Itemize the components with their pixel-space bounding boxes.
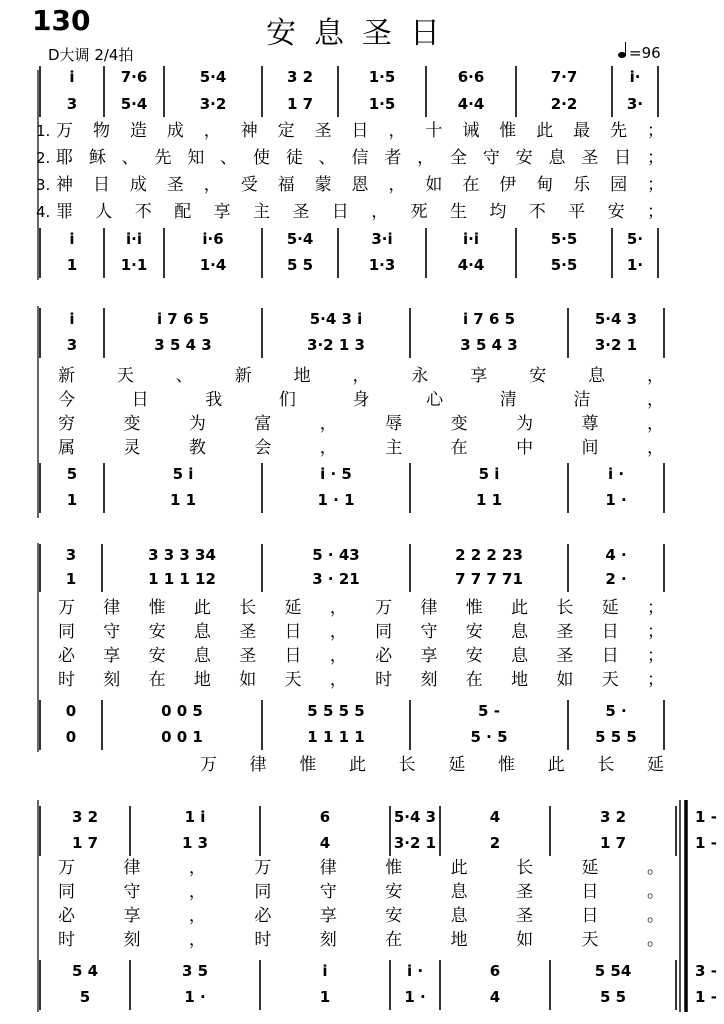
note-group: 3·2 (199, 95, 227, 113)
note-group: 6·6 (457, 68, 485, 86)
note-group: i · 5 (320, 465, 352, 483)
lyric-line: 同守安息圣日，同守安息圣日； (58, 622, 664, 642)
lyric-line: 新天、新地，永享安息， (58, 366, 664, 386)
note-group: 2·2 (550, 95, 578, 113)
note-group: i· (629, 68, 641, 86)
note-group: 1 (66, 256, 78, 274)
note-group: 1 (65, 570, 77, 588)
lyric-line: 万物造成，神定圣日，十诫惟此最先； (56, 121, 664, 141)
verse-number: 2. (36, 149, 51, 167)
lyric-line: 神日成圣，受福蒙恩，如在伊甸乐园； (56, 175, 664, 195)
note-group: 3 2 (599, 808, 627, 826)
note-group: 5 i (478, 465, 500, 483)
note-group: 3 (65, 546, 77, 564)
tempo-value: =96 (629, 44, 661, 62)
lyric-line: 罪人不配享主圣日，死生均不平安； (56, 202, 664, 222)
note-group: 3·2 1 3 (307, 336, 365, 354)
note-group: 1 i (184, 808, 206, 826)
note-group: 3 2 (71, 808, 99, 826)
note-group: 0 0 5 (161, 702, 203, 720)
note-group: 5 5 5 5 (307, 702, 365, 720)
note-group: 6 (489, 962, 501, 980)
note-group: 1 · (605, 491, 627, 509)
note-group: 4·4 (457, 256, 485, 274)
note-group: 3 5 4 3 (154, 336, 212, 354)
note-group: 1 7 (286, 95, 314, 113)
key-signature: D大调 2/4拍 (48, 46, 134, 64)
note-group: 1 · (404, 988, 426, 1006)
lyric-line: 时刻在地如天，时刻在地如天； (58, 670, 664, 690)
note-group: 5 5 (286, 256, 314, 274)
note-group: 2 (489, 834, 501, 852)
note-group: 1 · 1 (317, 491, 355, 509)
note-group: 5 · 43 (312, 546, 360, 564)
note-group: 7·7 (550, 68, 578, 86)
lyric-line: 今日我们身心清洁， (58, 390, 664, 410)
note-group: 5 i (172, 465, 194, 483)
verse-number: 4. (36, 203, 51, 221)
note-group: 3·i (371, 230, 393, 248)
note-group: 3·2 1 (594, 336, 638, 354)
note-group: 5·5 (550, 256, 578, 274)
lyric-line: 穷变为富，辱变为尊， (58, 414, 664, 434)
note-group: 5· (626, 230, 644, 248)
note-group: 5 4 (71, 962, 99, 980)
note-group: 1· (626, 256, 644, 274)
hymn-title: 安息圣日 (266, 16, 458, 51)
note-group: 1 · (184, 988, 206, 1006)
note-group: 1 7 (71, 834, 99, 852)
note-group: i·i (126, 230, 142, 248)
note-group: 5 5 (599, 988, 627, 1006)
note-group: 0 (65, 728, 77, 746)
note-group: 3 - (695, 962, 717, 980)
note-group: 5·4 3 i (309, 310, 363, 328)
note-group: 5·4 (120, 95, 148, 113)
note-group: 5 (66, 465, 78, 483)
verse-number: 3. (36, 176, 51, 194)
note-group: 1 - (695, 988, 717, 1006)
note-group: 4·4 (457, 95, 485, 113)
lyric-line: 万律惟此长延，万律惟此长延； (58, 598, 664, 618)
note-group: 3 · 21 (312, 570, 360, 588)
note-group: 0 (65, 702, 77, 720)
note-group: 1 (319, 988, 331, 1006)
verse-number: 1. (36, 122, 51, 140)
note-group: 1 3 (181, 834, 209, 852)
note-group: 5 · 5 (470, 728, 508, 746)
note-group: 1 1 (475, 491, 503, 509)
note-group: 7 7 7 71 (455, 570, 523, 588)
note-group: 3 3 3 34 (148, 546, 216, 564)
note-group: 0 0 1 (161, 728, 203, 746)
note-group: 1·4 (199, 256, 227, 274)
note-group: 5·4 (199, 68, 227, 86)
note-group: i (69, 230, 75, 248)
note-group: 5·4 3 (594, 310, 638, 328)
note-group: 1·3 (368, 256, 396, 274)
note-group: 7·6 (120, 68, 148, 86)
note-group: 1 - (695, 834, 717, 852)
note-group: 4 (319, 834, 331, 852)
note-group: 5 - (478, 702, 500, 720)
note-group: 6 (319, 808, 331, 826)
note-group: 1 (66, 491, 78, 509)
note-group: i · (607, 465, 625, 483)
note-group: 3 5 (181, 962, 209, 980)
note-group: i (69, 68, 75, 86)
note-group: 5 (79, 988, 91, 1006)
note-group: 1 - (695, 808, 717, 826)
note-group: 1·1 (120, 256, 148, 274)
note-group: i 7 6 5 (462, 310, 516, 328)
note-group: 2 2 2 23 (455, 546, 523, 564)
note-group: 2 · (605, 570, 627, 588)
lyric-line: 耶稣、先知、使徒、信者，全守安息圣日； (56, 148, 664, 168)
note-group: 5·4 3 (393, 808, 437, 826)
note-group: 3 2 (286, 68, 314, 86)
note-group: 1·5 (368, 95, 396, 113)
lyric-line: 同守，同守安息圣日。 (58, 882, 664, 902)
lyric-line: 必享，必享安息圣日。 (58, 906, 664, 926)
note-group: 1 1 (169, 491, 197, 509)
note-group: 5 · (605, 702, 627, 720)
note-group: 4 (489, 988, 501, 1006)
note-group: 4 · (605, 546, 627, 564)
note-group: 1 1 1 1 (307, 728, 365, 746)
note-group: 3 (66, 95, 78, 113)
note-group: i · (406, 962, 424, 980)
note-group: 3·2 1 (393, 834, 437, 852)
note-group: 1 1 1 12 (148, 570, 216, 588)
note-group: i·i (463, 230, 479, 248)
bass-lyric-line: 万律惟此长延惟此长延 (200, 755, 664, 775)
note-group: 3· (626, 95, 644, 113)
note-group: i (322, 962, 328, 980)
note-group: 1·5 (368, 68, 396, 86)
lyric-line: 属灵教会，主在中间， (58, 438, 664, 458)
note-group: 5·5 (550, 230, 578, 248)
lyric-line: 必享安息圣日，必享安息圣日； (58, 646, 664, 666)
note-group: 3 5 4 3 (460, 336, 518, 354)
note-group: 4 (489, 808, 501, 826)
note-group: i (69, 310, 75, 328)
note-group: i 7 6 5 (156, 310, 210, 328)
note-group: 3 (66, 336, 78, 354)
lyric-line: 时刻，时刻在地如天。 (58, 930, 664, 950)
hymn-number: 130 (32, 4, 91, 37)
lyric-line: 万律，万律惟此长延。 (58, 858, 664, 878)
note-group: 1 7 (599, 834, 627, 852)
note-group: i·6 (202, 230, 224, 248)
note-group: 5 54 (594, 962, 632, 980)
note-group: 5·4 (286, 230, 314, 248)
note-group: 5 5 5 (595, 728, 637, 746)
